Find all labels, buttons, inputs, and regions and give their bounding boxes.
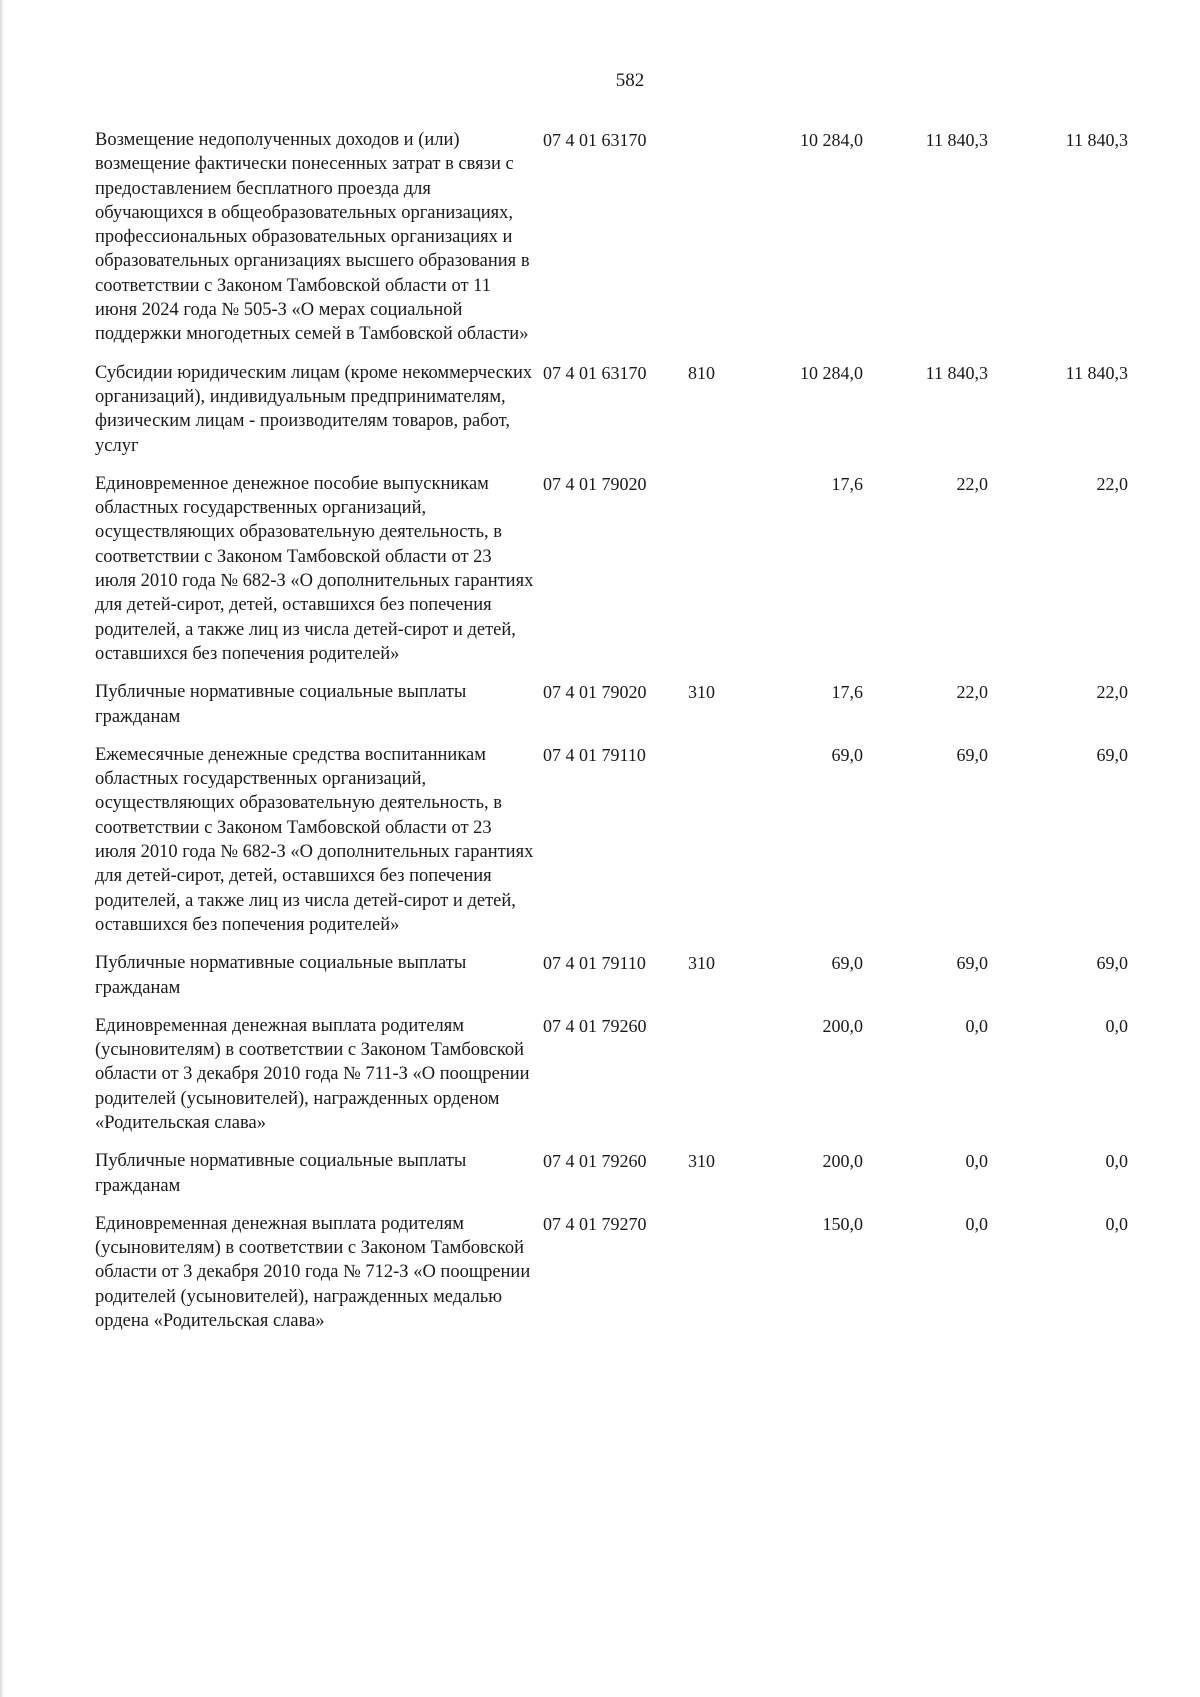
scan-edge-shadow [0,0,5,1697]
table-row [95,472,1185,666]
row-target-article-code: 07 4 01 79110 [543,744,646,765]
row-expense-type-code: 310 [688,682,715,703]
row-amount-year-2: 69,0 [956,953,988,974]
row-amount-year-3: 0,0 [1105,1015,1128,1036]
table-row [95,128,1185,347]
row-amount-year-3: 69,0 [1096,953,1128,974]
row-target-article-code: 07 4 01 79020 [543,473,647,494]
row-expense-type-code: 310 [688,953,715,974]
row-name: Единовременное денежное пособие выпускникам областных государственных организаций, осуществляющих образовательную деятельность, в соответствии с Законом Тамбовской области от 23 июля 2010 года № 682-З «О дополнительных гарантиях для детей-сирот, детей, оставшихся без попечения родителей, а также лиц из числа детей-сирот и детей, оставшихся без попечения родителей» [95,473,534,664]
row-expense-type-code: 310 [688,1151,715,1172]
row-amount-year-1: 17,6 [831,473,863,494]
row-name: Единовременная денежная выплата родителям (усыновителям) в соответствии с Законом Тамбовской области от 3 декабря 2010 года № 711-З «О поощрении родителей (усыновителей), награжденных орденом «Родительская слава» [95,1015,530,1133]
row-amount-year-3: 69,0 [1096,744,1128,765]
row-amount-year-2: 11 840,3 [925,362,988,383]
table-row [95,743,1185,937]
row-expense-type-code: 810 [688,362,715,383]
row-name: Возмещение недополученных доходов и (или) возмещение фактически понесенных затрат в связи с предоставлением бесплатного проезда для обучающихся в общеобразовательных организациях, профессиональных образовательных организациях и образовательных организациях высшего образования в соответствии с Законом Тамбовской области от 11 июня 2024 года № 505-З «О мерах социальной поддержки многодетных семей в Тамбовской области» [95,130,530,345]
row-amount-year-3: 22,0 [1096,682,1128,703]
row-amount-year-3: 11 840,3 [1065,362,1128,383]
row-amount-year-3: 11 840,3 [1065,130,1128,150]
row-target-article-code: 07 4 01 79270 [543,1213,647,1234]
row-target-article-code: 07 4 01 79020 [543,682,647,703]
row-name: Субсидии юридическим лицам (кроме некоммерческих организаций), индивидуальным предпринимателям, физическим лицам - производителям товаров, работ, услуг [95,362,533,456]
table-row [95,1149,1185,1198]
row-target-article-code: 07 4 01 79110 [543,953,646,974]
row-amount-year-1: 17,6 [831,682,863,703]
table-row [95,1212,1185,1333]
budget-table [95,128,1185,1347]
page-number: 582 [615,70,645,91]
row-name: Публичные нормативные социальные выплаты гражданам [95,1151,467,1196]
row-target-article-code: 07 4 01 79260 [543,1151,647,1172]
row-amount-year-2: 22,0 [956,682,988,703]
table-row [95,951,1185,1000]
row-amount-year-1: 69,0 [831,744,863,765]
row-amount-year-2: 0,0 [965,1213,988,1234]
row-amount-year-1: 200,0 [822,1151,863,1172]
row-name: Ежемесячные денежные средства воспитанникам областных государственных организаций, осуществляющих образовательную деятельность, в соответствии с Законом Тамбовской области от 23 июля 2010 года № 682-З «О дополнительных гарантиях для детей-сирот, детей, оставшихся без попечения родителей, а также лиц из числа детей-сирот и детей, оставшихся без попечения родителей» [95,744,534,935]
row-amount-year-3: 0,0 [1105,1213,1128,1234]
row-amount-year-3: 0,0 [1105,1151,1128,1172]
row-amount-year-2: 0,0 [965,1151,988,1172]
row-amount-year-2: 11 840,3 [925,130,988,150]
row-amount-year-2: 69,0 [956,744,988,765]
row-name: Публичные нормативные социальные выплаты гражданам [95,953,467,998]
row-amount-year-2: 22,0 [956,473,988,494]
table-row [95,361,1185,458]
row-amount-year-1: 10 284,0 [800,362,863,383]
row-amount-year-1: 150,0 [822,1213,863,1234]
row-amount-year-1: 69,0 [831,953,863,974]
row-amount-year-1: 200,0 [822,1015,863,1036]
table-row [95,1014,1185,1135]
row-amount-year-3: 22,0 [1096,473,1128,494]
row-target-article-code: 07 4 01 63170 [543,130,647,150]
table-row [95,680,1185,729]
row-amount-year-2: 0,0 [965,1015,988,1036]
row-name: Единовременная денежная выплата родителям (усыновителям) в соответствии с Законом Тамбовской области от 3 декабря 2010 года № 712-З «О поощрении родителей (усыновителей), награжденных медалью ордена «Родительская слава» [95,1213,531,1332]
row-amount-year-1: 10 284,0 [800,130,863,150]
row-target-article-code: 07 4 01 63170 [543,362,647,383]
row-target-article-code: 07 4 01 79260 [543,1015,647,1036]
row-name: Публичные нормативные социальные выплаты гражданам [95,682,467,727]
